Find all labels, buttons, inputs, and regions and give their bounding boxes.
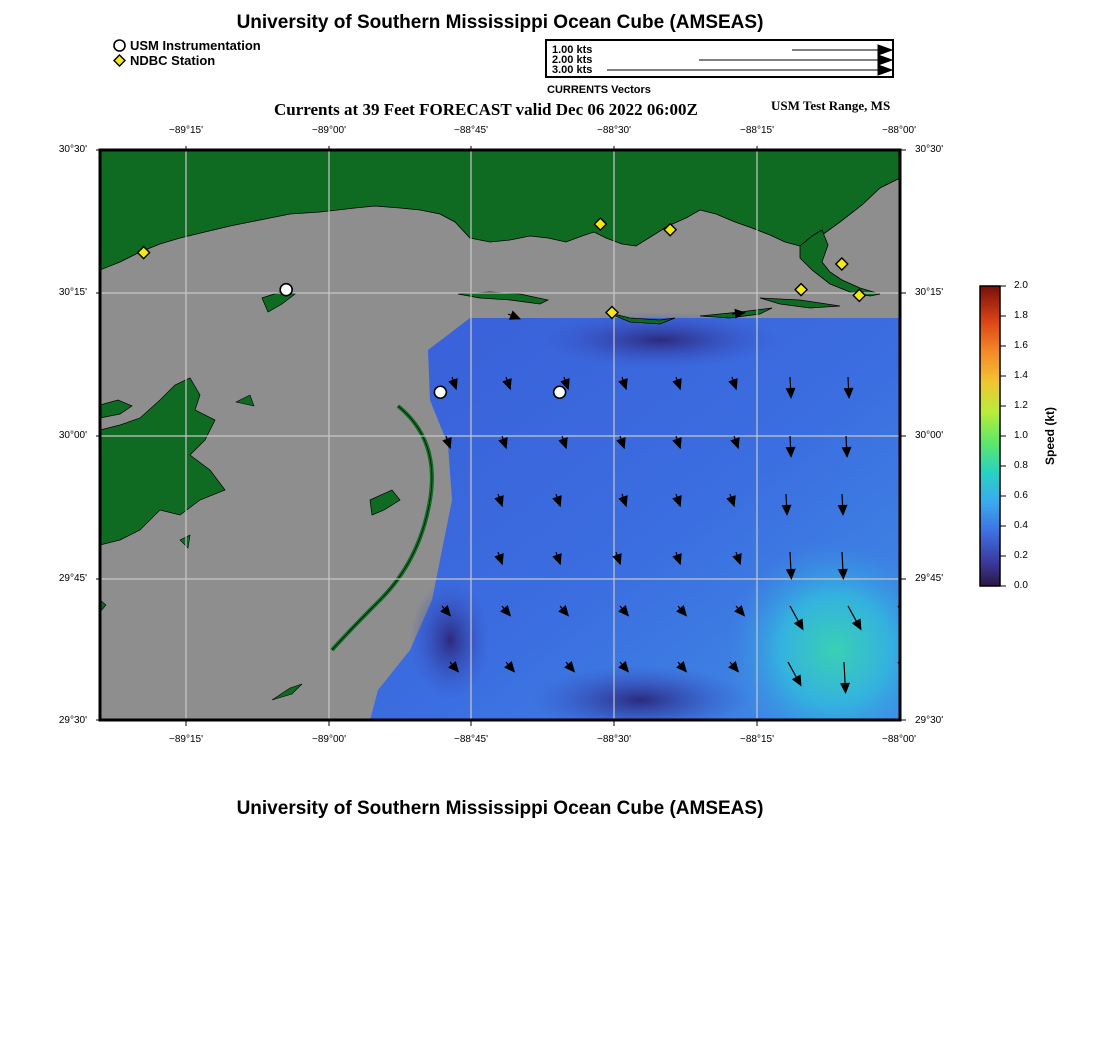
vector-legend-arrows (547, 41, 892, 76)
forecast-subtitle: Currents at 39 Feet FORECAST valid Dec 06 2022 06:00Z (274, 100, 698, 119)
lat-tick-right-2: 30°00' (915, 430, 944, 441)
lon-tick-bottom-2: −88°45' (454, 734, 488, 745)
lat-tick-right-1: 30°15' (915, 287, 944, 298)
vector-legend-caption: CURRENTS Vectors (547, 84, 651, 96)
colorbar-label: Speed (kt) (1043, 406, 1057, 466)
lon-tick-top-3: −88°30' (597, 125, 631, 136)
main-title: University of Southern Mississippi Ocean Cube (AMSEAS) (236, 12, 764, 33)
legend-ndbc (113, 53, 215, 68)
arrow-2kt-icon (699, 55, 892, 65)
vector-legend-1kt: 1.00 kts (552, 44, 593, 56)
lon-tick-bottom-4: −88°15' (740, 734, 774, 745)
speed-field-low-west (410, 580, 490, 700)
arrow-1kt-icon (792, 45, 892, 55)
arrow-3kt-icon (607, 65, 892, 75)
lat-tick-right-4: 29°30' (915, 715, 944, 726)
usm-station-marker[interactable] (280, 284, 292, 296)
lat-tick-right-3: 29°45' (915, 573, 944, 584)
bottom-title: University of Southern Mississippi Ocean Cube (AMSEAS) (236, 798, 764, 819)
legend-ndbc-label: NDBC Station (130, 53, 216, 68)
legend-usm (113, 38, 261, 53)
lon-tick-top-5: −88°00' (882, 125, 916, 136)
lon-tick-bottom-1: −89°00' (312, 734, 346, 745)
legend-usm-label: USM Instrumentation (130, 38, 261, 53)
colorbar-tick-10: 0.0 (1014, 580, 1028, 591)
lat-tick-left-1: 30°15' (58, 287, 87, 298)
colorbar-tick-3: 1.4 (1014, 370, 1028, 381)
lon-tick-top-2: −88°45' (454, 125, 488, 136)
lat-tick-left-0: 30°30' (58, 144, 87, 155)
speed-colorbar (978, 284, 1008, 588)
vector-legend-2kt: 2.00 kts (552, 54, 593, 66)
lon-tick-top-1: −89°00' (312, 125, 346, 136)
lat-tick-right-0: 30°30' (915, 144, 944, 155)
colorbar-tick-2: 1.6 (1014, 340, 1028, 351)
colorbar-tick-1: 1.8 (1014, 310, 1028, 321)
usm-station-marker[interactable] (434, 386, 446, 398)
lat-tick-left-3: 29°45' (58, 573, 87, 584)
lon-tick-top-4: −88°15' (740, 125, 774, 136)
vector-legend-box (545, 39, 894, 78)
lat-tick-left-4: 29°30' (58, 715, 87, 726)
colorbar-tick-6: 0.8 (1014, 460, 1028, 471)
lon-tick-bottom-5: −88°00' (882, 734, 916, 745)
ocean-current-map[interactable] (96, 146, 906, 726)
colorbar-tick-7: 0.6 (1014, 490, 1028, 501)
usm-circle-icon (113, 39, 126, 52)
vector-legend-3kt: 3.00 kts (552, 64, 593, 76)
colorbar-tick-4: 1.2 (1014, 400, 1028, 411)
lon-tick-top-0: −89°15' (169, 125, 203, 136)
lon-tick-bottom-0: −89°15' (169, 734, 203, 745)
region-label: USM Test Range, MS (771, 98, 891, 113)
lon-tick-bottom-3: −88°30' (597, 734, 631, 745)
usm-station-marker[interactable] (554, 386, 566, 398)
colorbar-tick-8: 0.4 (1014, 520, 1028, 531)
ndbc-diamond-icon (113, 54, 126, 67)
colorbar-tick-5: 1.0 (1014, 430, 1028, 441)
lat-tick-left-2: 30°00' (58, 430, 87, 441)
colorbar-tick-0: 2.0 (1014, 280, 1028, 291)
colorbar-tick-9: 0.2 (1014, 550, 1028, 561)
